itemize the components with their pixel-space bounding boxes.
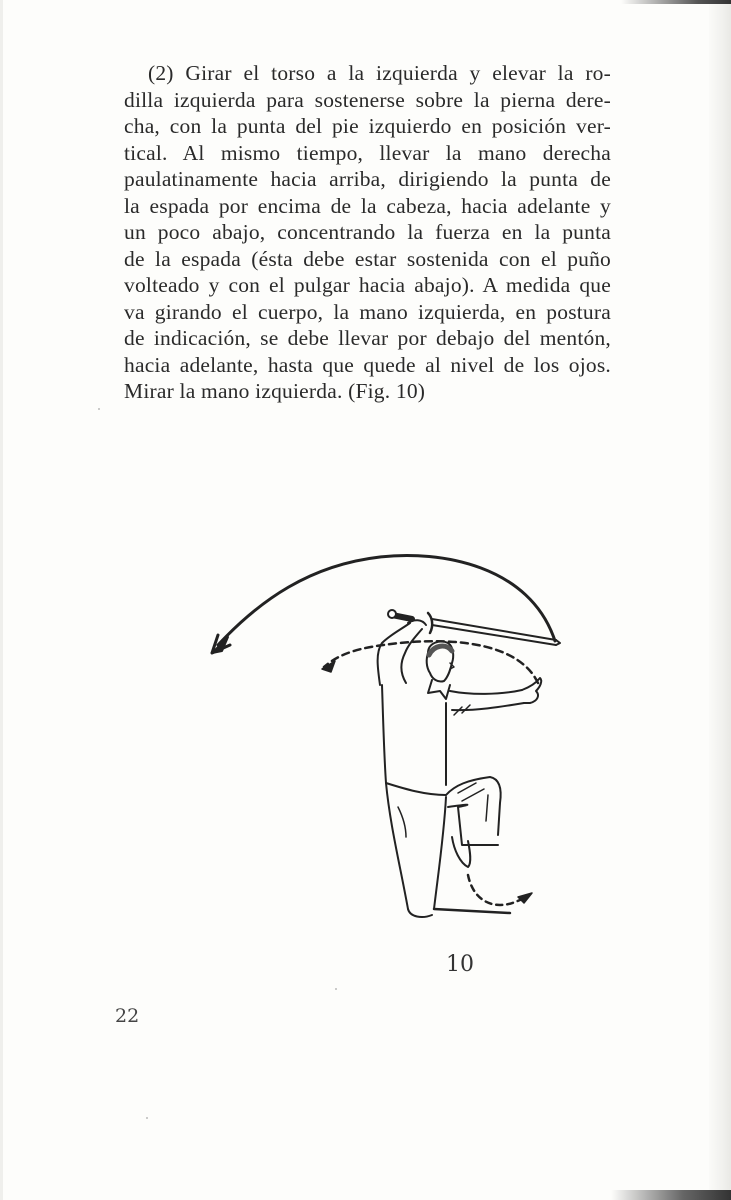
sword-path-arc-arrow-icon <box>212 555 555 653</box>
text-line: volteado y con el pulgar hacia abajo). A medida que <box>124 273 611 297</box>
foot-path-dashed-arrow-icon <box>468 875 532 905</box>
page-right-edge-shadow <box>709 0 731 1200</box>
page-bottom-edge-shadow <box>611 1190 731 1200</box>
text-line: dilla izquierda para sostenerse sobre la pierna dere- <box>124 87 611 112</box>
text-line: la espada por encima de la cabeza, hacia adelante y <box>124 193 611 218</box>
text-line: paulatinamente hacia arriba, dirigiendo la punta de <box>124 167 611 191</box>
scan-speck <box>146 1117 148 1119</box>
page-left-edge <box>0 0 3 1200</box>
text-line: va girando el cuerpo, la mano izquierda, en postura <box>124 299 611 324</box>
text-line: de la espada (ésta debe estar sostenida con el puño <box>124 246 611 271</box>
figure-number: 10 <box>446 952 474 977</box>
page-number: 22 <box>115 1005 140 1027</box>
text-line: cha, con la punta del pie izquierdo en posición ver- <box>124 114 611 138</box>
head-icon <box>427 641 454 681</box>
scan-speck <box>335 988 337 990</box>
sword-form-illustration <box>200 545 570 925</box>
page-top-edge-shadow <box>621 0 731 4</box>
scan-speck <box>98 408 100 410</box>
text-line: tical. Al mismo tiempo, llevar la mano derecha <box>124 140 611 165</box>
text-line: (2) Girar el torso a la izquierda y elevar la ro- <box>148 61 611 85</box>
text-line: Mirar la mano izquierda. (Fig. 10) <box>124 379 426 403</box>
text-line: de indicación, se debe llevar por debajo del mentón, <box>124 326 611 350</box>
text-line: hacia adelante, hasta que quede al nivel de los ojos. <box>124 352 611 377</box>
text-line: un poco abajo, concentrando la fuerza en la punta <box>124 220 611 244</box>
instruction-paragraph <box>124 60 611 405</box>
